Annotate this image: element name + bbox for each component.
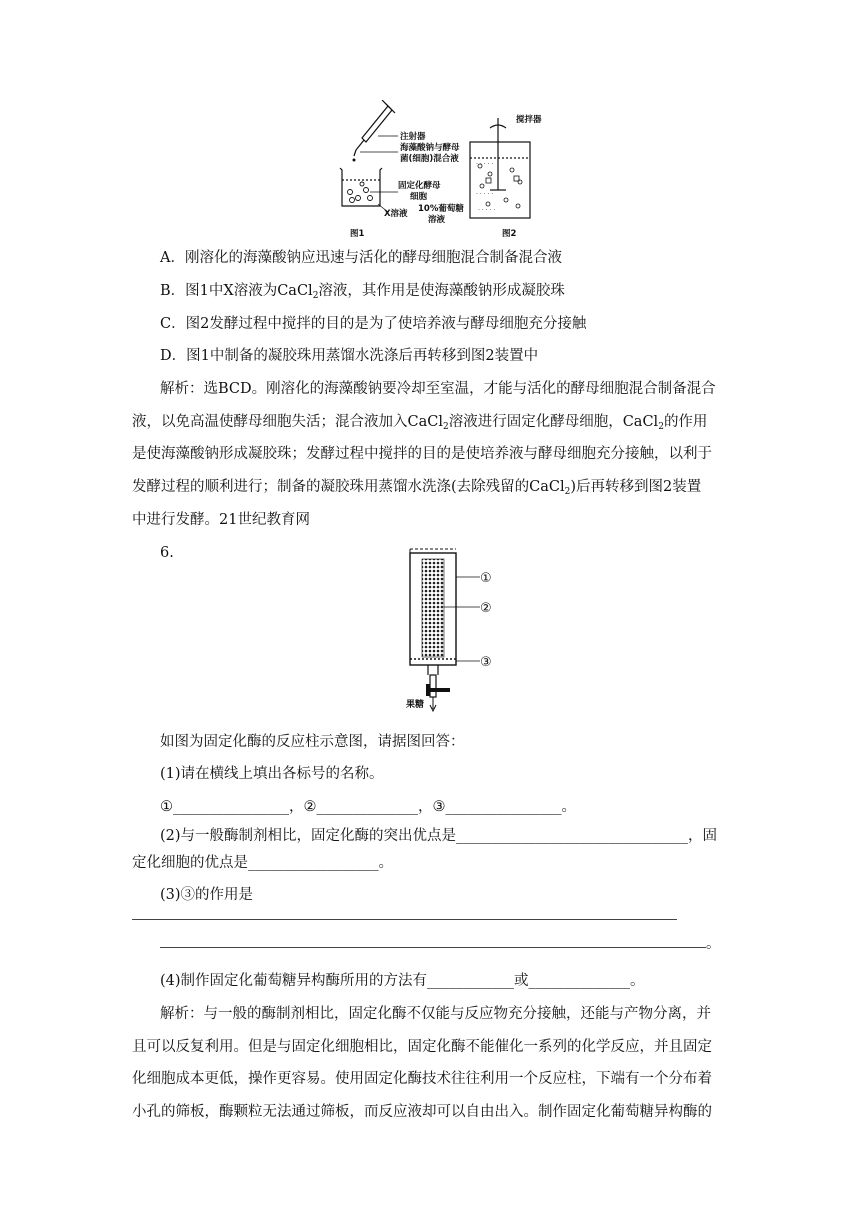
answer-line-2: 且可以反复利用。但是与固定化细胞相比，固定化酶不能催化一系列的化学反应，并且固定 bbox=[132, 1039, 712, 1055]
question-intro: 如图为固定化酶的反应柱示意图，请据图回答： bbox=[160, 734, 465, 750]
marker-2: ② bbox=[480, 601, 492, 616]
answer-line-1: 解析：与一般的酶制剂相比，固定化酶不仅能与反应物充分接触，还能与产物分离，并 bbox=[160, 1006, 711, 1022]
label-mixture-2: 菌(细胞)混合液 bbox=[400, 154, 459, 164]
figure-syringe-and-fermenter bbox=[330, 100, 570, 240]
marker-3: ③ bbox=[480, 655, 492, 670]
option-d: D．图1中制备的凝胶珠用蒸馏水洗涤后再转移到图2装置中 bbox=[160, 348, 539, 364]
marker-1: ① bbox=[480, 571, 492, 586]
subscript: 2 bbox=[442, 422, 449, 432]
subquestion-2-line-1: (2)与一般酶制剂相比，固定化酶的突出优点是________________________________，固 bbox=[160, 828, 718, 844]
answer-line-end: 。 bbox=[706, 936, 721, 952]
subquestion-4: (4)制作固定化葡萄糖异构酶所用的方法有____________或______________。 bbox=[160, 973, 645, 989]
label-fructose: 果糖 bbox=[406, 700, 425, 710]
answer-line-3: 化细胞成本更低，操作更容易。使用固定化酶技术往往利用一个反应柱，下端有一个分布着 bbox=[132, 1071, 712, 1087]
svg-text:· · · · ·: · · · · · bbox=[476, 191, 494, 198]
answer-line-4: 小孔的筛板，酶颗粒无法通过筛板，而反应液却可以自由出入。制作固定化葡萄糖异构酶的 bbox=[132, 1104, 712, 1120]
svg-text:· · · · ·: · · · · · bbox=[476, 161, 494, 168]
syringe-icon bbox=[354, 100, 395, 156]
analysis-line-3: 是使海藻酸钠形成凝胶珠；发酵过程中搅拌的目的是使培养液与酵母细胞充分接触，以利于 bbox=[132, 446, 712, 462]
analysis-line-1: 解析：选BCD。刚溶化的海藻酸钠要冷却至室温，才能与活化的酵母细胞混合制备混合 bbox=[160, 381, 716, 397]
label-fig2: 图2 bbox=[502, 229, 517, 239]
answer-line bbox=[132, 919, 677, 920]
subscript: 2 bbox=[312, 291, 319, 301]
subquestion-3: (3)③的作用是 bbox=[160, 887, 254, 903]
option-a: A．刚溶化的海藻酸钠应迅速与活化的酵母细胞混合制备混合液 bbox=[160, 250, 562, 266]
analysis-line-2 bbox=[132, 412, 707, 432]
figure-reaction-column bbox=[400, 545, 540, 715]
label-cells-2: 细胞 bbox=[410, 192, 428, 202]
analysis-text: 溶液进行固定化酵母细胞，CaCl bbox=[448, 414, 659, 430]
answer-line bbox=[160, 947, 706, 948]
subscript: 2 bbox=[564, 487, 571, 497]
beaker-icon bbox=[340, 168, 382, 206]
option-b-text-rest: 溶液，其作用是使海藻酸钠形成凝胶珠 bbox=[318, 283, 565, 299]
analysis-line-4 bbox=[132, 477, 701, 497]
analysis-text: )后再转移到图2装置 bbox=[570, 479, 702, 495]
subscript: 2 bbox=[658, 422, 664, 432]
label-x-solution: X溶液 bbox=[384, 209, 408, 219]
option-b-text: B．图1中X溶液为CaCl bbox=[160, 283, 313, 299]
reaction-column-icon bbox=[410, 549, 456, 711]
label-stirrer: 搅拌器 bbox=[516, 115, 542, 125]
label-glucose-2: 溶液 bbox=[428, 215, 446, 225]
label-syringe: 注射器 bbox=[400, 132, 426, 142]
subquestion-2-line-2: 定化细胞的优点是__________________。 bbox=[132, 855, 393, 871]
analysis-text: 发酵过程的顺利进行；制备的凝胶珠用蒸馏水洗涤(去除残留的CaCl bbox=[132, 479, 565, 495]
label-cells-1: 固定化酵母 bbox=[398, 181, 441, 191]
label-fig1: 图1 bbox=[350, 229, 365, 239]
analysis-text: 液，以免高温使酵母细胞失活；混合液加入CaCl bbox=[132, 414, 443, 430]
label-glucose-1: 10%葡萄糖 bbox=[418, 204, 464, 214]
option-b bbox=[160, 281, 565, 301]
subquestion-1-blanks: ①________________，②______________，③________________。 bbox=[160, 799, 576, 815]
subquestion-1: (1)请在横线上填出各标号的名称。 bbox=[160, 766, 384, 782]
analysis-line-5: 中进行发酵。21世纪教育网 bbox=[132, 512, 310, 528]
analysis-text: 的作用 bbox=[663, 414, 708, 430]
label-mixture-1: 海藻酸钠与酵母 bbox=[400, 143, 460, 153]
svg-text:· · · · ·: · · · · · bbox=[478, 207, 496, 214]
question-number: 6. bbox=[160, 545, 174, 561]
option-c: C．图2发酵过程中搅拌的目的是为了使培养液与酵母细胞充分接触 bbox=[160, 316, 587, 332]
